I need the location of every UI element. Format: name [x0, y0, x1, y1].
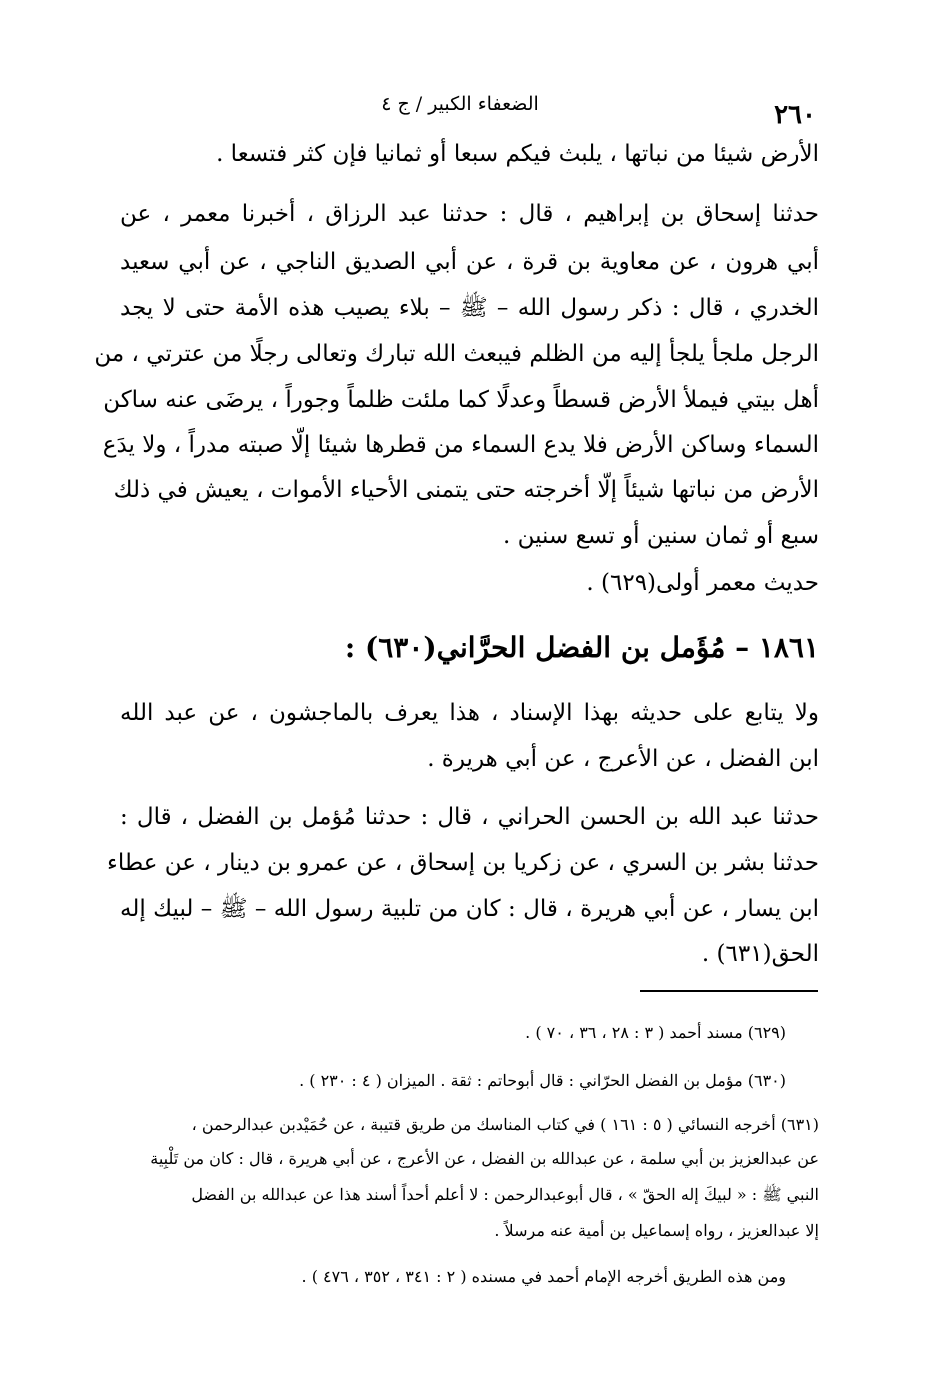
footnote-separator	[640, 990, 818, 992]
text-line: حديث معمر أولى(٦٢٩) .	[586, 570, 819, 596]
text-line: حدثنا إسحاق بن إبراهيم ، قال : حدثنا عبد الرزاق ، أخبرنا معمر ، عن	[120, 201, 819, 227]
text-line: الأرض من نباتها شيئاً إلّا أخرجته حتى يتمنى الأحياء الأموات ، يعيش في ذلك	[113, 477, 819, 503]
footnote: ومن هذه الطريق أخرجه الإمام أحمد في مسنده ( ٢ : ٣٤١ ، ٣٥٢ ، ٤٧٦ ) .	[301, 1267, 786, 1286]
footnote: النبي ﷺ : « لبيكَ إله الحقّ » ، قال أبوعبدالرحمن : لا أعلم أحداً أسند هذا عن عبدالله بن الفضل	[191, 1185, 819, 1204]
text-line: السماء وساكن الأرض فلا يدع السماء من قطرها شيئا إلّا صبته مدراً ، ولا يدَع	[102, 432, 819, 458]
text-line: أبي هرون ، عن معاوية بن قرة ، عن أبي الصديق الناجي ، عن أبي سعيد	[120, 249, 819, 275]
running-title: الضعفاء الكبير / ج ٤	[381, 93, 539, 115]
text-line: حدثنا عبد الله بن الحسن الحراني ، قال : حدثنا مُؤمل بن الفضل ، قال :	[120, 804, 819, 830]
text-line: ابن يسار ، عن أبي هريرة ، قال : كان من تلبية رسول الله – ﷺ – لبيك إله	[120, 896, 819, 922]
footnote: (٦٢٩) مسند أحمد ( ٣ : ٢٨ ، ٣٦ ، ٧٠ ) .	[525, 1023, 786, 1042]
text-line: ابن الفضل ، عن الأعرج ، عن أبي هريرة .	[427, 746, 819, 772]
text-line: الحق(٦٣١) .	[701, 941, 819, 967]
text-line: أهل بيتي فيملأ الأرض قسطاً وعدلًا كما ملئت ظلماً وجوراً ، يرضَى عنه ساكن	[103, 387, 819, 413]
text-line: الرجل ملجأ يلجأ إليه من الظلم فيبعث الله تبارك وتعالى رجلًا من عترتي ، من	[94, 341, 819, 367]
entry-heading: ١٨٦١ – مُؤَمل بن الفضل الحرَّاني(٦٣٠) :	[344, 631, 819, 664]
text-line: حدثنا بشر بن السري ، عن زكريا بن إسحاق ، عن عمرو بن دينار ، عن عطاء	[107, 850, 819, 876]
footnote: عن عبدالعزيز بن أبي سلمة ، عن عبدالله بن الفضل ، عن الأعرج ، عن أبي هريرة ، قال : كان من تَلْبِية	[150, 1149, 819, 1168]
text-line: سبع أو ثمان سنين أو تسع سنين .	[502, 523, 819, 549]
footnote: (٦٣٠) مؤمل بن الفضل الحرّاني : قال أبوحاتم : ثقة . الميزان ( ٤ : ٢٣٠ ) .	[299, 1071, 786, 1090]
text-line: الأرض شيئا من نباتها ، يلبث فيكم سبعا أو ثمانيا فإن كثر فتسعا .	[216, 141, 819, 167]
text-line: الخدري ، قال : ذكر رسول الله – ﷺ – بلاء يصيب هذه الأمة حتى لا يجد	[120, 295, 819, 321]
footnote: إلا عبدالعزيز ، رواه إسماعيل بن أمية عنه مرسلاً .	[494, 1221, 819, 1240]
text-line: ولا يتابع على حديثه بهذا الإسناد ، هذا يعرف بالماجشون ، عن عبد الله	[120, 700, 819, 726]
page-number: ٢٦٠	[774, 100, 816, 130]
footnote: (٦٣١) أخرجه النسائي ( ٥ : ١٦١ ) في كتاب المناسك من طريق قتيبة ، عن حُمَيْدبن عبدالرحمن ،	[191, 1115, 819, 1134]
